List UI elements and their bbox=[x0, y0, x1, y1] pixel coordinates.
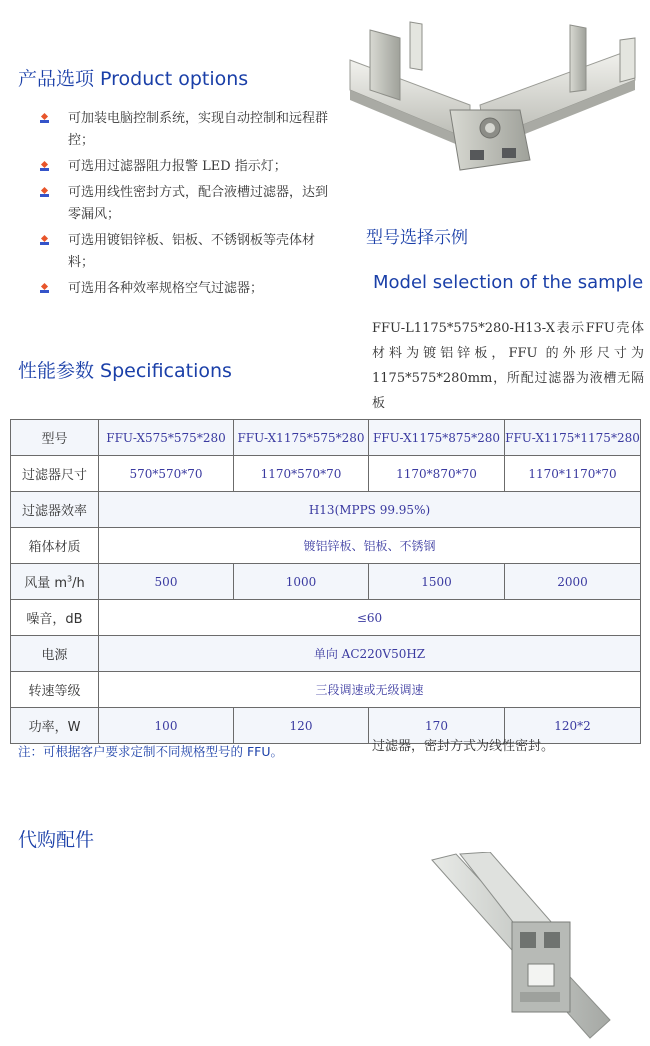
table-row bbox=[11, 636, 641, 672]
model-cell: FFU-X575*575*280 bbox=[99, 420, 234, 456]
table-cell: 1170*570*70 bbox=[234, 456, 369, 492]
bullet-icon bbox=[40, 114, 49, 125]
airflow-unit-tail: /h bbox=[72, 576, 85, 591]
airflow-label: 风量 m bbox=[24, 576, 68, 591]
option-text: 可加装电脑控制系统，实现自动控制和远程群控； bbox=[68, 111, 329, 148]
option-text: 可选用各种效率规格空气过滤器； bbox=[68, 281, 264, 296]
ffu-frame-joint-image bbox=[330, 10, 650, 190]
table-row bbox=[11, 528, 641, 564]
table-row bbox=[11, 672, 641, 708]
bullet-icon bbox=[40, 284, 49, 295]
bullet-icon bbox=[40, 236, 49, 247]
model-cell: FFU-X1175*875*280 bbox=[369, 420, 505, 456]
aluminium-profile-image bbox=[420, 852, 620, 1042]
table-cell: H13(MPPS 99.95%) bbox=[99, 492, 641, 528]
list-item bbox=[40, 182, 340, 226]
table-cell: 1500 bbox=[369, 564, 505, 600]
list-item bbox=[40, 278, 340, 300]
table-cell: 500 bbox=[99, 564, 234, 600]
table-row bbox=[11, 564, 641, 600]
row-header-filter-size: 过滤器尺寸 bbox=[11, 456, 99, 492]
row-header-model: 型号 bbox=[11, 420, 99, 456]
bullet-icon bbox=[40, 162, 49, 173]
table-cell: 镀铝锌板、铝板、不锈钢 bbox=[99, 528, 641, 564]
table-cell: 2000 bbox=[505, 564, 641, 600]
airflow-unit-sup: 3 bbox=[67, 574, 73, 584]
sample-description-continued: 过滤器，密封方式为线性密封。 bbox=[372, 739, 555, 754]
table-cell: 单向 AC220V50HZ bbox=[99, 636, 641, 672]
sample-description: FFU-L1175*575*280-H13-X表示FFU壳体材料为镀铝锌板，FFU 的外形尺寸为1175*575*280mm，所配过滤器为液槽无隔板 bbox=[372, 321, 644, 411]
table-cell: 170 bbox=[369, 708, 505, 744]
options-list bbox=[40, 108, 340, 304]
row-header-material: 箱体材质 bbox=[11, 528, 99, 564]
row-header-power-supply: 电源 bbox=[11, 636, 99, 672]
table-cell: 三段调速或无级调速 bbox=[99, 672, 641, 708]
table-cell: 1000 bbox=[234, 564, 369, 600]
table-cell: 120 bbox=[234, 708, 369, 744]
list-item bbox=[40, 108, 340, 152]
list-item bbox=[40, 156, 340, 178]
sample-title-cn: 型号选择示例 bbox=[366, 228, 468, 248]
specs-table bbox=[10, 419, 641, 744]
table-row bbox=[11, 492, 641, 528]
list-item bbox=[40, 230, 340, 274]
sample-title-en: Model selection of the sample bbox=[373, 272, 644, 293]
row-header-filter-efficiency: 过滤器效率 bbox=[11, 492, 99, 528]
model-cell: FFU-X1175*575*280 bbox=[234, 420, 369, 456]
custom-note: 注：可根据客户要求定制不同规格型号的 FFU。 bbox=[18, 744, 284, 759]
row-header-noise: 噪音，dB bbox=[11, 600, 99, 636]
table-row bbox=[11, 420, 641, 456]
option-text: 可选用线性密封方式，配合液槽过滤器，达到零漏风； bbox=[68, 185, 329, 222]
table-cell: 120*2 bbox=[505, 708, 641, 744]
model-cell: FFU-X1175*1175*280 bbox=[505, 420, 641, 456]
table-cell: 1170*870*70 bbox=[369, 456, 505, 492]
table-cell: 100 bbox=[99, 708, 234, 744]
row-header-speed: 转速等级 bbox=[11, 672, 99, 708]
table-cell: ≤60 bbox=[99, 600, 641, 636]
table-row bbox=[11, 456, 641, 492]
options-title: 产品选项 Product options bbox=[18, 68, 249, 90]
row-header-airflow bbox=[11, 564, 99, 600]
table-cell: 1170*1170*70 bbox=[505, 456, 641, 492]
specs-title: 性能参数 Specifications bbox=[18, 360, 232, 382]
table-row bbox=[11, 600, 641, 636]
row-header-power: 功率，W bbox=[11, 708, 99, 744]
table-cell: 570*570*70 bbox=[99, 456, 234, 492]
bullet-icon bbox=[40, 188, 49, 199]
accessories-title: 代购配件 bbox=[18, 829, 95, 851]
option-text: 可选用镀铝锌板、铝板、不锈钢板等壳体材料； bbox=[68, 233, 316, 270]
option-text: 可选用过滤器阻力报警 LED 指示灯； bbox=[68, 159, 287, 174]
